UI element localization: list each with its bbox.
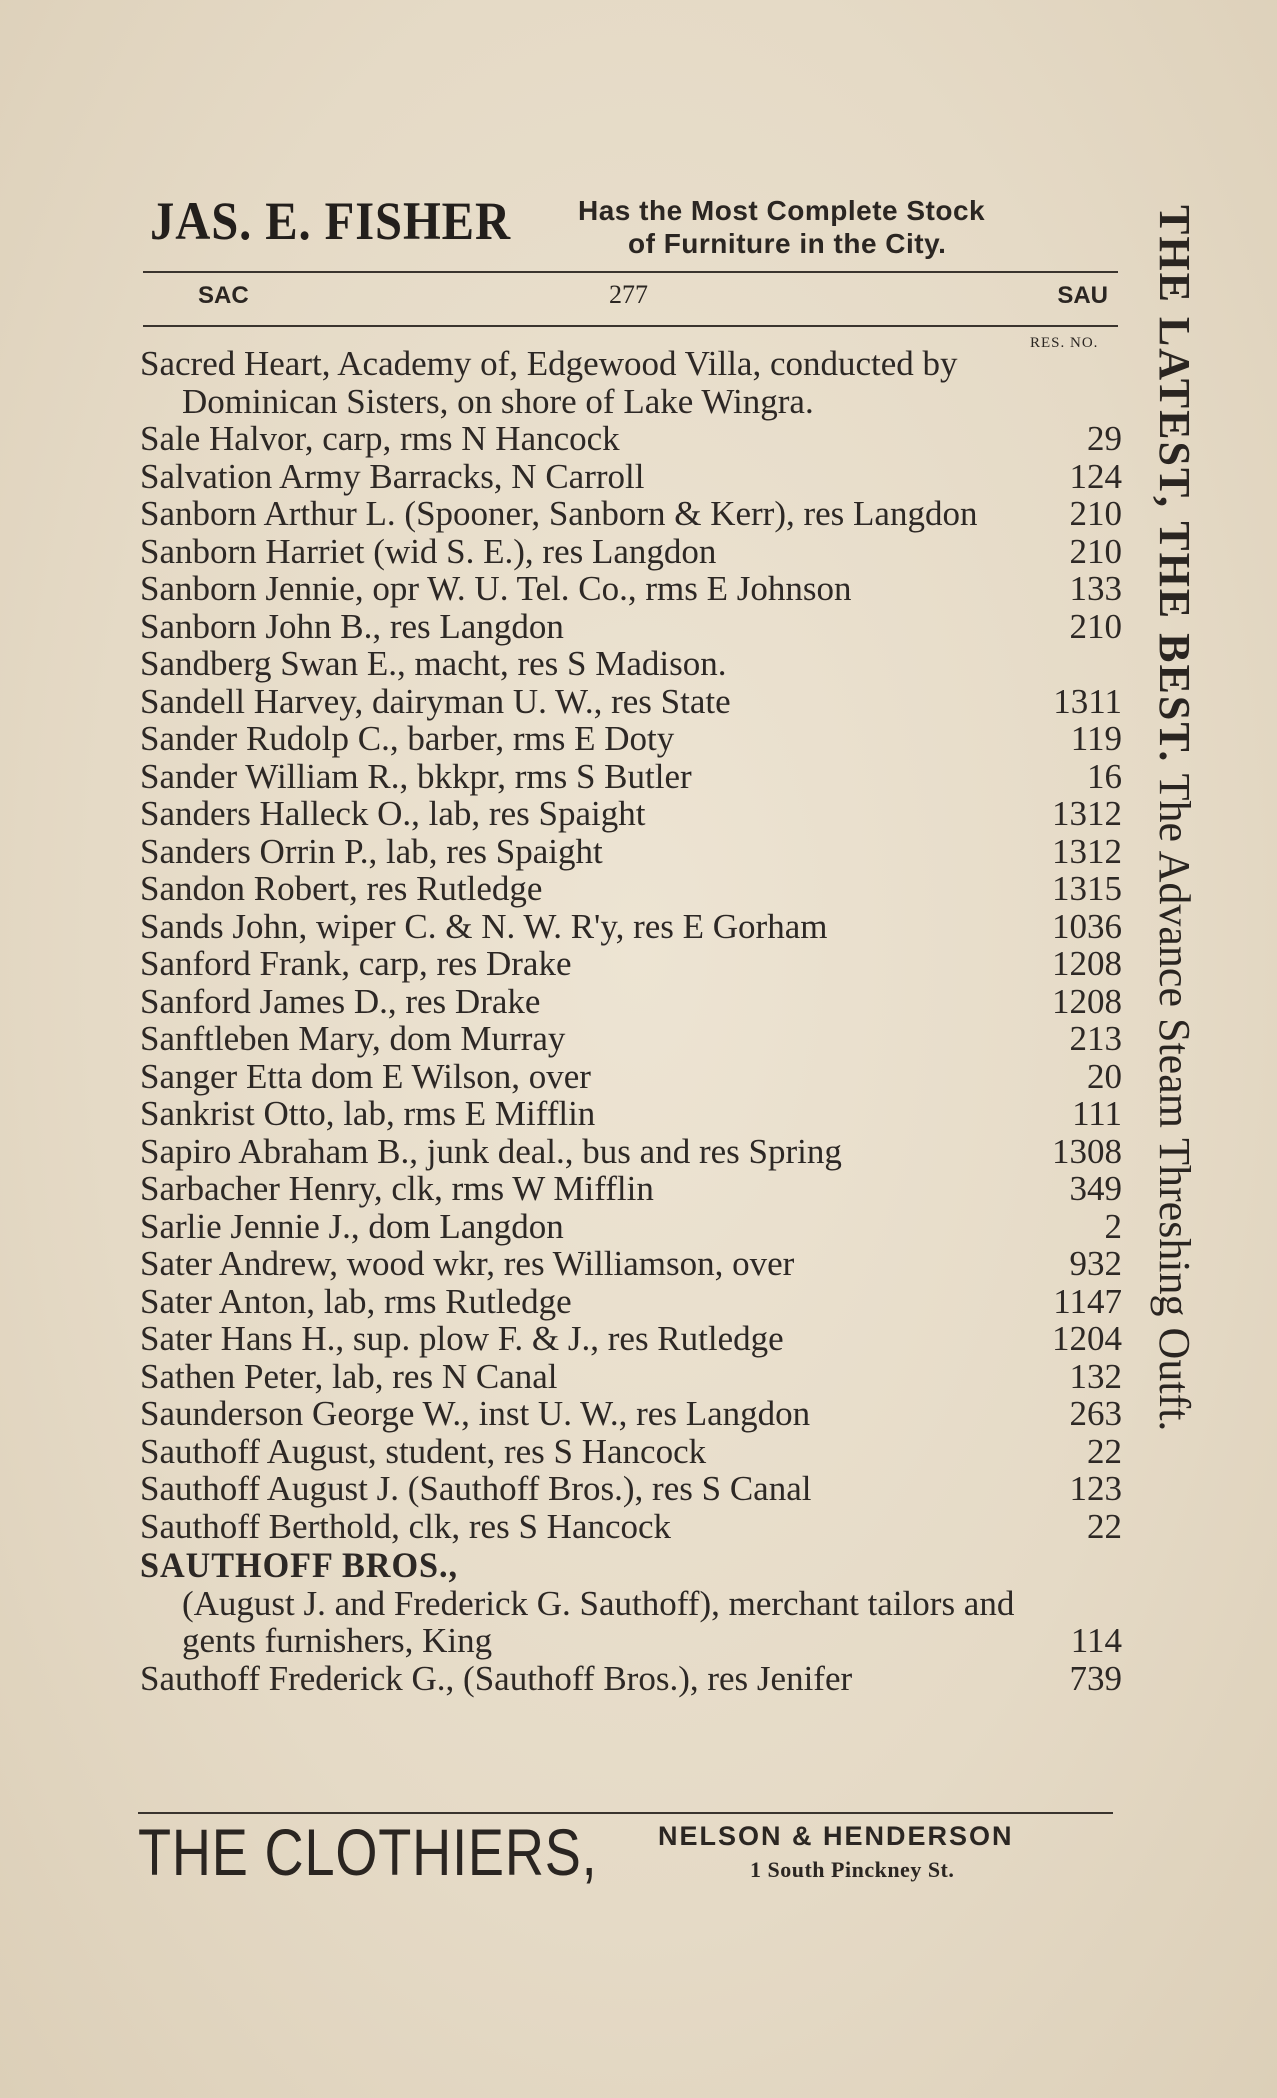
advertiser-name: JAS. E. FISHER xyxy=(150,191,511,251)
footer-ad-firm: NELSON & HENDERSON xyxy=(658,1821,1014,1851)
tagline-line-2: of Furniture in the City. xyxy=(628,228,947,259)
entry-text: Sanftleben Mary, dom Murray xyxy=(140,1019,566,1058)
entry-text: Sanborn Harriet (wid S. E.), res Langdon xyxy=(140,531,717,571)
entry-text: Sater Andrew, wood wkr, res Williamson, over xyxy=(140,1244,795,1283)
res-number: 1208 xyxy=(1052,981,1122,1021)
res-number: 123 xyxy=(1069,1469,1122,1508)
bold-entry-heading: SAUTHOFF BROS., xyxy=(140,1545,458,1585)
res-number: 22 xyxy=(1087,1431,1122,1471)
list-item xyxy=(140,420,1130,458)
list-item xyxy=(140,1283,1130,1321)
res-number: 2 xyxy=(1104,1206,1122,1246)
guide-word-right: SAU xyxy=(1057,282,1108,309)
list-item xyxy=(140,1395,1130,1433)
res-number: 1036 xyxy=(1052,906,1122,946)
footer-advertisement xyxy=(138,1815,1128,1905)
list-item xyxy=(140,1095,1130,1133)
entry-text: Sanders Halleck O., lab, res Spaight xyxy=(140,794,646,833)
list-item xyxy=(140,683,1130,721)
list-item xyxy=(140,533,1130,571)
guide-word-left: SAC xyxy=(198,282,249,309)
entry-text: Sandberg Swan E., macht, res S Madison. xyxy=(140,644,727,683)
entry-text: Sauthoff August, student, res S Hancock xyxy=(140,1431,707,1471)
list-item xyxy=(140,570,1130,608)
footer-ad-address: 1 South Pinckney St. xyxy=(750,1857,955,1882)
entry-text: Sarbacher Henry, clk, rms W Mifflin xyxy=(140,1169,654,1208)
side-ad-bold: THE LATEST, THE BEST. xyxy=(1150,205,1199,764)
list-item xyxy=(140,983,1130,1021)
entry-text: Sander Rudolp C., barber, rms E Doty xyxy=(140,719,675,758)
list-item xyxy=(140,1208,1130,1246)
entry-text: Sanford James D., res Drake xyxy=(140,981,541,1021)
list-item xyxy=(140,1133,1130,1171)
entry-text: Sanborn John B., res Langdon xyxy=(140,606,564,646)
listing xyxy=(140,345,1130,1697)
list-item xyxy=(140,1058,1130,1096)
entry-text: Sankrist Otto, lab, rms E Mifflin xyxy=(140,1094,596,1133)
entry-text: Sandon Robert, res Rutledge xyxy=(140,869,543,908)
footer-ad-headline: THE CLOTHIERS, xyxy=(138,1815,598,1889)
side-ad-rest: The Advance Steam Threshing Outft. xyxy=(1150,773,1199,1432)
list-item xyxy=(140,945,1130,983)
entry-text: Sanborn Arthur L. (Spooner, Sanborn & Kerr), res Langdon xyxy=(140,494,978,533)
res-number: 739 xyxy=(1069,1658,1122,1698)
footer-rule xyxy=(138,1812,1113,1814)
res-number: 210 xyxy=(1069,531,1122,571)
side-advertisement xyxy=(1130,205,1200,1895)
res-number: 111 xyxy=(1072,1094,1122,1133)
res-number: 1315 xyxy=(1052,869,1122,908)
res-number: 1312 xyxy=(1052,794,1122,833)
res-number: 29 xyxy=(1087,419,1122,458)
entry-text: Salvation Army Barracks, N Carroll xyxy=(140,456,645,496)
entry-text: Sandell Harvey, dairyman U. W., res State xyxy=(140,681,731,721)
list-item xyxy=(140,645,1130,683)
entry-text: Sander William R., bkkpr, rms S Butler xyxy=(140,756,692,796)
entry-text: Sands John, wiper C. & N. W. R'y, res E Gorham xyxy=(140,906,828,946)
res-number: 132 xyxy=(1069,1356,1122,1396)
res-number: 114 xyxy=(1070,1621,1122,1660)
page-guide xyxy=(143,282,1118,322)
res-number: 213 xyxy=(1069,1019,1122,1058)
list-item xyxy=(140,345,1130,420)
list-item xyxy=(140,870,1130,908)
list-item xyxy=(140,608,1130,646)
entry-text: Saunderson George W., inst U. W., res Langdon xyxy=(140,1394,811,1433)
entry-text: Sapiro Abraham B., junk deal., bus and res Spring xyxy=(140,1131,842,1171)
list-item xyxy=(140,495,1130,533)
list-item xyxy=(140,458,1130,496)
list-item xyxy=(140,1020,1130,1058)
entry-text: Sauthoff Frederick G., (Sauthoff Bros.), res Jenifer xyxy=(140,1658,853,1698)
res-number: 210 xyxy=(1069,606,1122,646)
list-item xyxy=(140,1433,1130,1471)
list-item xyxy=(140,1170,1130,1208)
entry-text: Sale Halvor, carp, rms N Hancock xyxy=(140,419,620,458)
list-item xyxy=(140,758,1130,796)
column-label: RES. NO. xyxy=(1030,335,1099,351)
res-number: 263 xyxy=(1069,1394,1122,1433)
entry-text: Sathen Peter, lab, res N Canal xyxy=(140,1356,558,1396)
list-item xyxy=(140,1508,1130,1546)
res-number: 1147 xyxy=(1053,1281,1122,1321)
entry-text: Sanford Frank, carp, res Drake xyxy=(140,944,572,983)
res-number: 349 xyxy=(1069,1169,1122,1208)
res-number: 124 xyxy=(1069,456,1122,496)
entry-text: Sanborn Jennie, opr W. U. Tel. Co., rms E Johnson xyxy=(140,569,852,608)
entry-text: Sanders Orrin P., lab, res Spaight xyxy=(140,831,603,871)
header-rule-bottom xyxy=(143,325,1118,327)
header-rule-top xyxy=(143,271,1118,273)
res-number: 1311 xyxy=(1053,681,1122,721)
header-advertisement xyxy=(150,190,1110,270)
entry-text: (August J. and Frederick G. Sauthoff), merchant tailors and gents furnishers, King xyxy=(182,1583,1015,1660)
res-number: 133 xyxy=(1069,569,1122,608)
res-number: 1204 xyxy=(1052,1319,1122,1358)
list-item xyxy=(140,1245,1130,1283)
list-item xyxy=(140,908,1130,946)
list-item xyxy=(140,1320,1130,1358)
list-item xyxy=(140,795,1130,833)
entry-text: Sacred Heart, Academy of, Edgewood Villa, conducted by Dominican Sisters, on shore of Lake Wingra. xyxy=(140,344,958,421)
res-number: 20 xyxy=(1087,1056,1122,1096)
advertiser-tagline xyxy=(578,194,1118,260)
list-item xyxy=(140,1470,1130,1508)
res-number: 1308 xyxy=(1052,1131,1122,1171)
list-item xyxy=(140,833,1130,871)
list-item xyxy=(140,720,1130,758)
bold-entry-detail xyxy=(140,1585,1130,1660)
entry-text: Sanger Etta dom E Wilson, over xyxy=(140,1056,591,1096)
res-number: 932 xyxy=(1069,1244,1122,1283)
page-number: 277 xyxy=(609,280,648,309)
list-item xyxy=(140,1358,1130,1396)
res-number: 210 xyxy=(1069,494,1122,533)
entry-text: Sater Anton, lab, rms Rutledge xyxy=(140,1281,572,1321)
entry-text: Sarlie Jennie J., dom Langdon xyxy=(140,1206,564,1246)
entry-text: Sauthoff August J. (Sauthoff Bros.), res S Canal xyxy=(140,1469,812,1508)
entry-text: Sater Hans H., sup. plow F. & J., res Rutledge xyxy=(140,1319,784,1358)
res-number: 16 xyxy=(1087,756,1122,796)
res-number: 119 xyxy=(1070,719,1122,758)
res-number: 1312 xyxy=(1052,831,1122,871)
list-item xyxy=(140,1660,1130,1698)
entry-text: Sauthoff Berthold, clk, res S Hancock xyxy=(140,1506,672,1546)
res-number: 1208 xyxy=(1052,944,1122,983)
res-number: 22 xyxy=(1087,1506,1122,1546)
tagline-line-1: Has the Most Complete Stock xyxy=(578,195,986,226)
